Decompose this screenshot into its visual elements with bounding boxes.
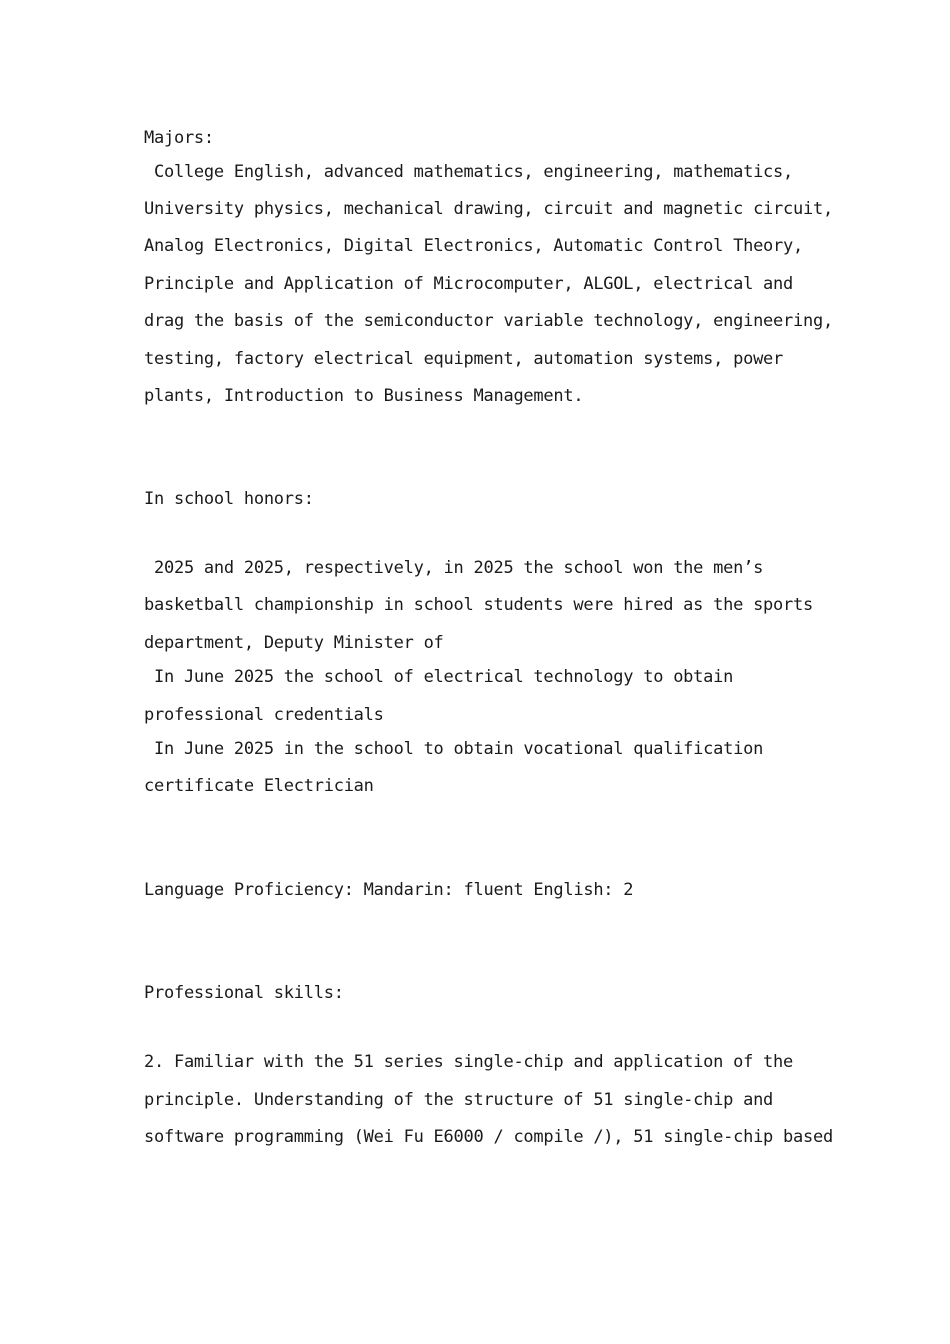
skills-line-2: principle. Understanding of the structure of 51 single-chip and bbox=[144, 1090, 774, 1110]
skills-heading: Professional skills: bbox=[144, 983, 344, 1003]
honors-line-6: In June 2025 in the school to obtain vocational qualification bbox=[144, 739, 764, 759]
honors-heading: In school honors: bbox=[144, 489, 314, 509]
majors-line-3: Analog Electronics, Digital Electronics, Automatic Control Theory, bbox=[144, 236, 804, 256]
skills-line-1: 2. Familiar with the 51 series single-chip and application of the bbox=[144, 1052, 794, 1072]
skills-line-3: software programming (Wei Fu E6000 / compile /), 51 single-chip based bbox=[144, 1127, 833, 1147]
majors-line-4: Principle and Application of Microcomputer, ALGOL, electrical and bbox=[144, 274, 794, 294]
majors-line-7: plants, Introduction to Business Management. bbox=[144, 386, 584, 406]
honors-line-5: professional credentials bbox=[144, 705, 384, 725]
majors-line-5: drag the basis of the semiconductor variable technology, engineering, bbox=[144, 311, 833, 331]
honors-line-3: department, Deputy Minister of bbox=[144, 633, 444, 653]
honors-line-2: basketball championship in school students were hired as the sports bbox=[144, 595, 813, 615]
language-proficiency: Language Proficiency: Mandarin: fluent English: 2 bbox=[144, 880, 634, 900]
majors-line-1: College English, advanced mathematics, engineering, mathematics, bbox=[144, 162, 794, 182]
honors-line-1: 2025 and 2025, respectively, in 2025 the school won the men’s bbox=[144, 558, 764, 578]
honors-line-4: In June 2025 the school of electrical technology to obtain bbox=[144, 667, 734, 687]
majors-line-6: testing, factory electrical equipment, automation systems, power bbox=[144, 349, 784, 369]
majors-line-2: University physics, mechanical drawing, circuit and magnetic circuit, bbox=[144, 199, 833, 219]
honors-line-7: certificate Electrician bbox=[144, 776, 374, 796]
majors-heading: Majors: bbox=[144, 128, 214, 148]
